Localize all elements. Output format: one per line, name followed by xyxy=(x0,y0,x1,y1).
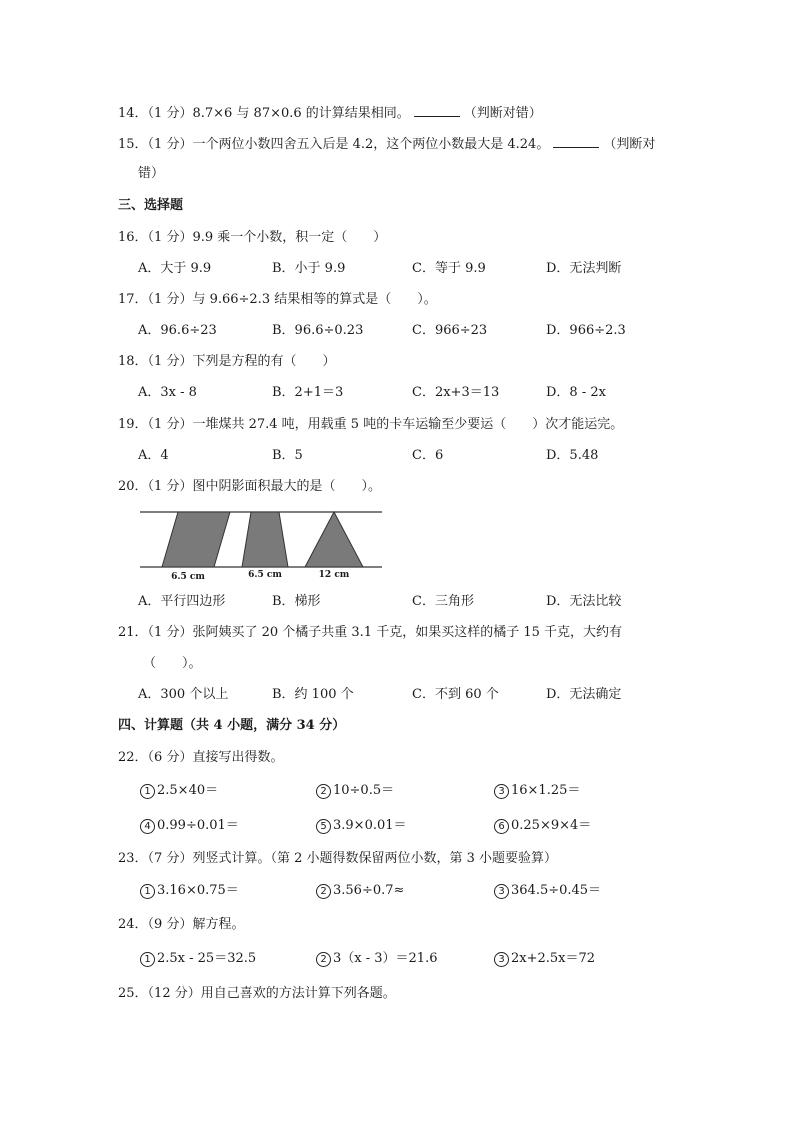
option-d[interactable]: D．8 - 2x xyxy=(546,385,606,400)
calc-expression: 16×1.25＝ xyxy=(511,783,581,798)
option-b[interactable]: B．小于 9.9 xyxy=(272,261,346,276)
question-15-tail-2: 错） xyxy=(138,166,165,181)
circled-number: 3 xyxy=(494,884,509,899)
question-17-stem: 17．（1 分）与 9.66÷2.3 结果相等的算式是（ ）。 xyxy=(118,292,437,307)
option-d[interactable]: D．5.48 xyxy=(546,448,599,463)
figure-label: 6.5 cm xyxy=(171,572,205,582)
calc-expression: 3.56÷0.7≈ xyxy=(333,883,405,898)
question-21-stem-2: （ ）。 xyxy=(143,656,202,671)
question-25-stem: 25．（12 分）用自己喜欢的方法计算下列各题。 xyxy=(118,986,396,1001)
option-d[interactable]: D．966÷2.3 xyxy=(546,323,626,338)
circled-number: 6 xyxy=(494,819,509,834)
calc-item xyxy=(316,817,407,835)
circled-number: 1 xyxy=(140,784,155,799)
option-c[interactable]: C．966÷23 xyxy=(412,323,488,338)
question-21-stem: 21．（1 分）张阿姨买了 20 个橘子共重 3.1 千克，如果买这样的橘子 15 千克，大约有 xyxy=(118,625,622,640)
circled-number: 2 xyxy=(316,784,331,799)
option-a[interactable]: A．300 个以上 xyxy=(138,687,229,702)
calc-expression: 0.25×9×4＝ xyxy=(511,818,592,833)
option-b[interactable]: B．梯形 xyxy=(272,594,321,609)
option-d[interactable]: D．无法比较 xyxy=(546,594,622,609)
calc-expression: 10÷0.5＝ xyxy=(333,783,395,798)
calc-expression: 364.5÷0.45＝ xyxy=(511,883,602,898)
option-a[interactable]: A．大于 9.9 xyxy=(138,261,212,276)
circled-number: 2 xyxy=(316,884,331,899)
circled-number: 3 xyxy=(494,952,509,967)
question-24-stem: 24．（9 分）解方程。 xyxy=(118,917,245,932)
calc-item xyxy=(494,882,601,900)
calc-item xyxy=(140,782,218,800)
question-19-stem: 19．（1 分）一堆煤共 27.4 吨，用载重 5 吨的卡车运输至少要运（ ）次才能运完。 xyxy=(118,417,624,432)
circled-number: 4 xyxy=(140,819,155,834)
option-c[interactable]: C．6 xyxy=(412,448,444,463)
question-15 xyxy=(118,135,655,154)
option-c[interactable]: C．不到 60 个 xyxy=(412,687,499,702)
shapes-figure xyxy=(138,505,388,583)
figure-label: 6.5 cm xyxy=(248,570,282,580)
question-23-stem: 23．（7 分）列竖式计算。（第 2 小题得数保留两位小数，第 3 小题要验算） xyxy=(118,851,558,866)
calc-expression: 3.9×0.01＝ xyxy=(333,818,407,833)
option-a[interactable]: A．平行四边形 xyxy=(138,594,226,609)
calc-expression: 2.5×40＝ xyxy=(157,783,219,798)
triangle-shape xyxy=(305,512,363,567)
option-b[interactable]: B．5 xyxy=(272,448,303,463)
option-b[interactable]: B．96.6÷0.23 xyxy=(272,323,364,338)
question-15-text: 15．（1 分）一个两位小数四舍五入后是 4.2，这个两位小数最大是 4.24。 xyxy=(118,137,550,152)
question-18-stem: 18．（1 分）下列是方程的有（ ） xyxy=(118,354,336,369)
option-c[interactable]: C．2x+3＝13 xyxy=(412,385,500,400)
circled-number: 1 xyxy=(140,884,155,899)
question-14 xyxy=(118,104,542,123)
calc-item xyxy=(316,782,394,800)
option-a[interactable]: A．96.6÷23 xyxy=(138,323,217,338)
question-16-stem: 16．（1 分）9.9 乘一个小数，积一定（ ） xyxy=(118,230,387,245)
equation-expression: 2.5x - 25＝32.5 xyxy=(157,951,257,966)
circled-number: 2 xyxy=(316,952,331,967)
option-c[interactable]: C．等于 9.9 xyxy=(412,261,486,276)
equation-expression: 3（x - 3）＝21.6 xyxy=(333,951,438,966)
option-d[interactable]: D．无法确定 xyxy=(546,687,622,702)
option-b[interactable]: B．约 100 个 xyxy=(272,687,354,702)
calc-item xyxy=(494,782,580,800)
trapezoid-shape xyxy=(242,512,288,567)
option-a[interactable]: A．3x - 8 xyxy=(138,385,197,400)
parallelogram-shape xyxy=(162,512,230,567)
circled-number: 5 xyxy=(316,819,331,834)
calc-expression: 0.99÷0.01＝ xyxy=(157,818,239,833)
question-14-tail: （判断对错） xyxy=(463,106,542,121)
answer-blank[interactable] xyxy=(553,135,599,148)
option-c[interactable]: C．三角形 xyxy=(412,594,474,609)
figure-label: 12 cm xyxy=(318,570,350,580)
calc-item xyxy=(316,882,404,900)
option-a[interactable]: A．4 xyxy=(138,448,169,463)
question-22-stem: 22．（6 分）直接写出得数。 xyxy=(118,750,284,765)
equation-item xyxy=(494,950,595,968)
circled-number: 3 xyxy=(494,784,509,799)
answer-blank[interactable] xyxy=(414,104,460,117)
calc-item xyxy=(494,817,591,835)
question-15-tail: （判断对 xyxy=(603,137,656,152)
question-20-stem: 20．（1 分）图中阴影面积最大的是（ ）。 xyxy=(118,479,381,494)
option-b[interactable]: B．2+1＝3 xyxy=(272,385,344,400)
calc-expression: 3.16×0.75＝ xyxy=(157,883,239,898)
equation-item xyxy=(140,950,256,968)
section-heading-3: 三、选择题 xyxy=(118,198,184,213)
calc-item xyxy=(140,882,239,900)
calc-item xyxy=(140,817,239,835)
option-d[interactable]: D．无法判断 xyxy=(546,261,622,276)
section-heading-4: 四、计算题（共 4 小题，满分 34 分） xyxy=(118,718,346,733)
circled-number: 1 xyxy=(140,952,155,967)
equation-expression: 2x+2.5x＝72 xyxy=(511,951,596,966)
question-14-text: 14．（1 分）8.7×6 与 87×0.6 的计算结果相同。 xyxy=(118,106,410,121)
equation-item xyxy=(316,950,437,968)
